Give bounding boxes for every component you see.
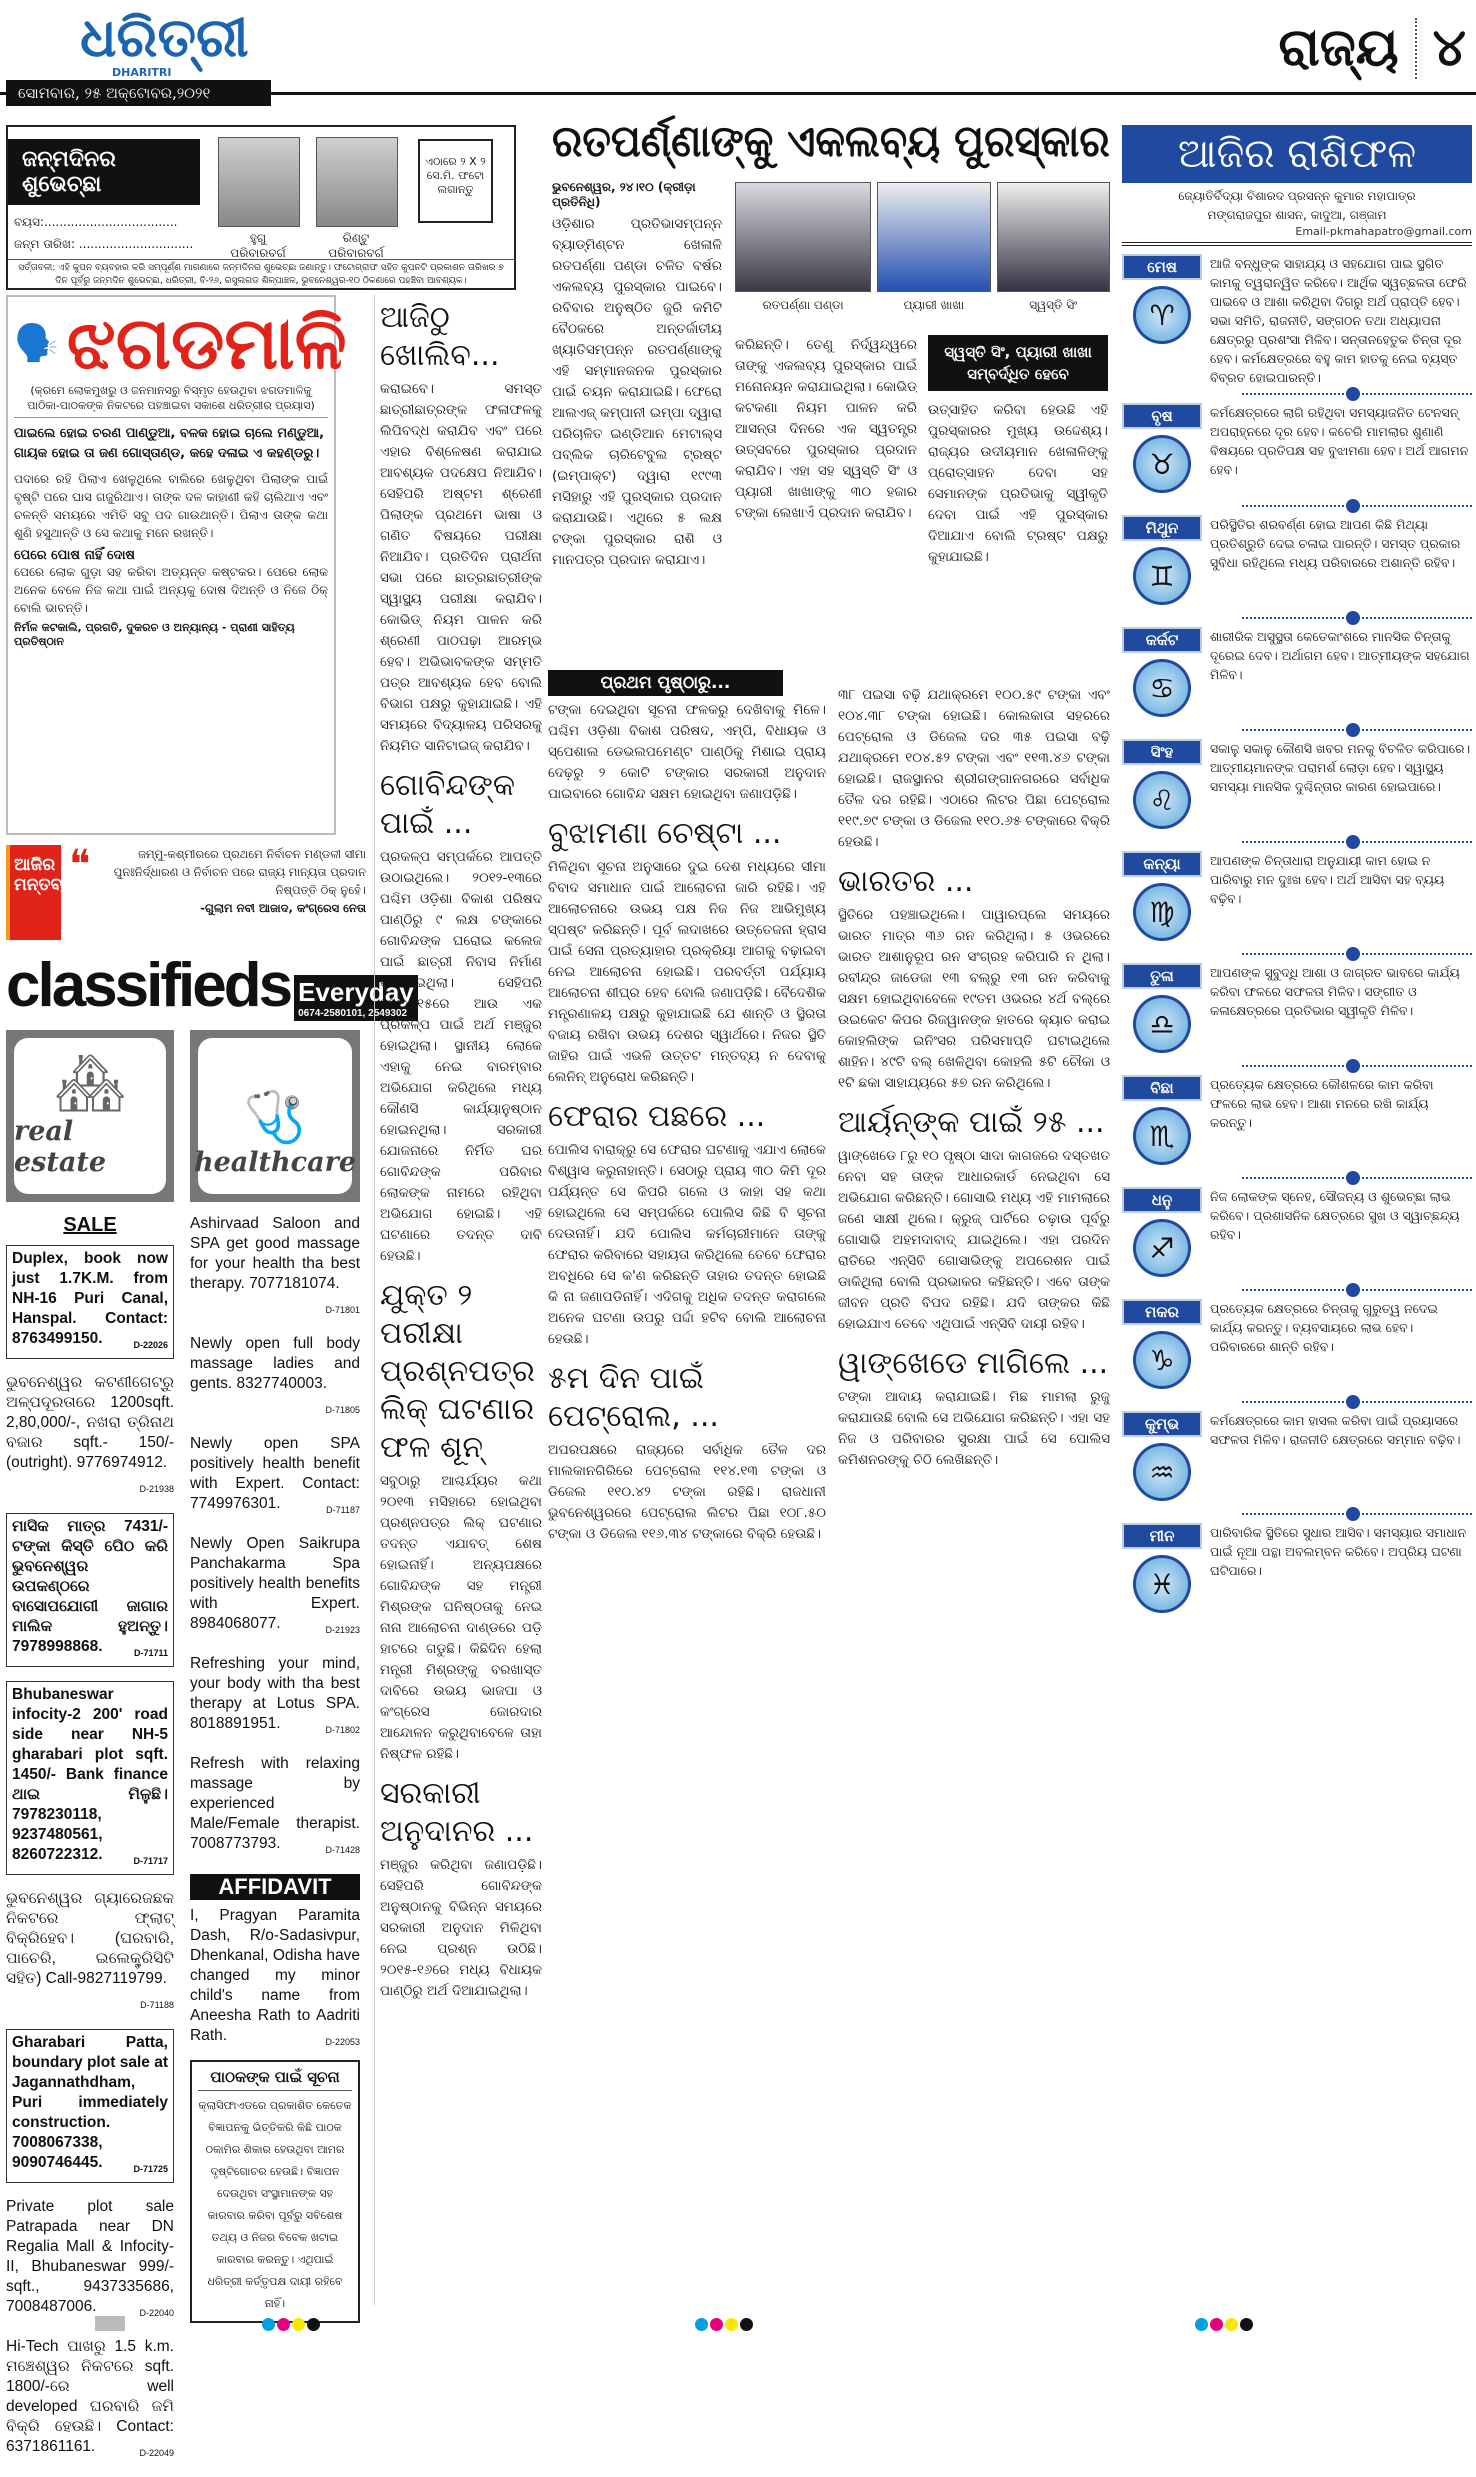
horoscope-title: ଆଜିର ରାଶିଫଳ	[1122, 125, 1472, 183]
zodiac-name: ମକର	[1122, 1299, 1202, 1325]
player-photo	[877, 182, 990, 292]
zodiac-sign	[1122, 1411, 1472, 1507]
print-registration	[0, 2312, 1476, 2339]
sale-heading: SALE	[63, 1214, 117, 1236]
zodiac-icon: ♉	[1133, 435, 1191, 493]
player-photo	[997, 182, 1110, 292]
zodiac-sign	[1122, 963, 1472, 1059]
zodiac-icon: ♐	[1133, 1219, 1191, 1277]
birthday-title: ଜନ୍ମଦିନର ଶୁଭେଚ୍ଛା	[8, 139, 200, 205]
page-section	[1278, 18, 1466, 79]
date-bar: ସୋମବାର, ୨୫ ଅକ୍ଟୋବର,୨୦୨୧	[6, 80, 271, 106]
tile-label: real estate	[14, 1116, 106, 1178]
zodiac-name: ବୃଷ	[1122, 403, 1202, 429]
photo-caption: ପ୍ୟାରୀ ଖାଖା	[903, 298, 965, 312]
classified-ad	[190, 1434, 360, 1520]
stethoscope-icon: 🩺	[243, 1088, 307, 1146]
photo-caption: ରିଣ୍ଟୁ	[342, 231, 370, 245]
section-name: ରାଜ୍ୟ	[1278, 18, 1399, 78]
color-swatch	[262, 2318, 275, 2331]
zodiac-sign	[1122, 851, 1472, 947]
reader-notice	[190, 2060, 360, 2323]
article-body: ପୋଲିସ ବାରାକ୍‌ରୁ ସେ ଫେରାର ଘଟଣାକୁ ଏଯାଏ ଲୋକେ ବିଶ୍ୱାସ କରୁନାହାନ୍ତି। ସେଠାରୁ ପ୍ରାୟ ୩୦ କିମି ଦୂର ପର୍ଯ୍ୟନ୍ତ ସେ କିପରି ଗଲେ ଓ କାହା ସହ କଥା ହୋଇଥିଲେ ସେ ସମ୍ପର୍କରେ ପୋଲିସ କିଛି ବି ସୂଚନା ଦେଉନାହିଁ। ଯଦି ପୋଲିସ କର୍ମଚାରୀମାନେ ତାଙ୍କୁ ଫେରାର କରିବାରେ ସହାୟତା କରିଥିଲେ ତେବେ ଫେରାର ଅବଧିରେ ସେ କ'ଣ କରିଛନ୍ତି ତାହାର ତଦନ୍ତ ହୋଇଛି କି ନା ଜଣାପଡିନାହିଁ। ଏଦିଗକୁ ଅଧିକ ତଦନ୍ତ କରାଗଲେ ଅନେକ ଘଟଣା ଉପରୁ ପର୍ଦ୍ଦା ହଟିବ ବୋଲି ଆଲୋଚନା ହେଉଛି।	[548, 1142, 826, 1347]
article-headline: ୱାଙ୍ଖେଡେ ମାଗିଲେ ...	[838, 1346, 1109, 1381]
color-swatch	[695, 2318, 708, 2331]
lead-sidebar: ସ୍ୱସ୍ତି ସିଂ, ପ୍ୟାରୀ ଖାଖା ସମ୍ବର୍ଦ୍ଧିତ ହେବେ	[928, 335, 1108, 391]
ad-text: Newly open SPA positively health benefit with Expert. Contact: 7749976301.	[190, 1435, 360, 1512]
ad-code: D-22040	[139, 2308, 174, 2318]
real-estate-tile	[6, 1030, 174, 1202]
classifieds-left-col	[6, 1030, 174, 2477]
tile-label: healthcare	[194, 1147, 356, 1178]
ad-text: Refresh with relaxing massage by experienced Male/Female therapist. 7008773793.	[190, 1755, 360, 1852]
ad-code: D-71805	[325, 1405, 360, 1415]
ad-code: D-22049	[139, 2448, 174, 2458]
zodiac-icon: ♌	[1133, 771, 1191, 829]
zodiac-badge	[1122, 403, 1202, 499]
zodiac-text: ସକାଳୁ ସକାଳୁ କୌଣସି ଖବର ମନକୁ ବିଚଳିତ କରିପାରେ। ଆତ୍ମୀୟମାନଙ୍କ ପରାମର୍ଶ ଲୋଡ଼ା ହେବ। ସ୍ୱାସ୍ଥ୍ୟ ସମସ୍ୟା ମାନସିକ ଦୁଶ୍ଚିନ୍ତାର କାରଣ ହୋଇପାରେ।	[1210, 741, 1471, 794]
zodiac-text: ଶାରୀରିକ ଅସୁସ୍ଥତା କେତେକାଂଶରେ ମାନସିକ ଚିନ୍ତାକୁ ଦୂରେଇ ଦେବ। ଅର୍ଥାଗମ ହେବ। ଆତ୍ମୀୟଙ୍କ ସହଯୋଗ ମିଳିବ।	[1210, 629, 1470, 682]
dob-field[interactable]: ଜନ୍ମ ତାରିଖ: ..............................	[14, 237, 194, 251]
section-label: ପ୍ରଥମ ପୃଷ୍ଠାରୁ...	[548, 670, 783, 696]
quote-author: -ଗୁଲାମ ନବୀ ଆଜାଦ, କଂଗ୍ରେସ ନେତା	[200, 901, 366, 915]
zodiac-text: କର୍ମକ୍ଷେତ୍ରରେ କାମ ହାସଲ କରିବା ପାଇଁ ପ୍ରୟାସରେ ସଫଳତା ମିଳିବ। ରାଜନୀତି କ୍ଷେତ୍ରରେ ସମ୍ମାନ ବଢ଼ିବ।	[1210, 1413, 1461, 1447]
article-body: ଅପରପକ୍ଷରେ ରାଜ୍ୟରେ ସର୍ବାଧିକ ତୈଳ ଦର ମାଲକାନଗିରିରେ ପେଟ୍ରୋଲ ୧୧୪.୧୩ ଟଙ୍କା ଓ ଡିଜେଲ ୧୧୦.୪୨ ଟଙ୍କା ରହିଛି। ରାଜଧାନୀ ଭୁବନେଶ୍ୱରରେ ପେଟ୍ରୋଲ ଲିଟର ପିଛା ୧୦୮.୫୦ ଟଙ୍କା ଓ ଡିଜେଲ ୧୧୬.୩୪ ଟଙ୍କାରେ ବିକ୍ରି ହେଉଛି।	[548, 1442, 826, 1542]
divider	[1415, 18, 1417, 79]
classified-ad	[190, 1754, 360, 1860]
age-field[interactable]: ବୟସ:...................................	[14, 215, 178, 229]
ad-text: Hi-Tech ପାଖରୁ 1.5 k.m. ମଞ୍ଚେଶ୍ୱର ନିକଟରେ sqft. 1800/-ରେ well developed ଘରବାରି ଜମି ବିକ୍ରି ହେଉଛି। Contact: 6371861161.	[6, 2338, 174, 2455]
zodiac-text: ଆପଣଙ୍କ ସୁବୁଦ୍ଧି ଆଶା ଓ ଜାଗ୍ରତ ଭାବରେ କାର୍ଯ୍ୟ କରିବା ଫଳରେ ସଫଳତା ମିଳିବ। ସଙ୍ଗୀତ ଓ କଳାକ୍ଷେତ୍ରରେ ପ୍ରତିଭାର ସ୍ୱୀକୃତି ମିଳିବ।	[1210, 965, 1460, 1018]
ad-code: D-71711	[133, 1648, 168, 1658]
separator	[1242, 393, 1472, 395]
article-headline: ୫ମ ଦିନ ପାଇଁ ପେଟ୍ରୋଲ, ...	[548, 1361, 719, 1434]
gray-swatch	[95, 2316, 125, 2331]
ad-text: Newly Open Saikrupa Panchakarma Spa positively health benefits with Expert. 8984068077.	[190, 1535, 360, 1632]
zodiac-badge	[1122, 254, 1202, 387]
article-headline: ଫେରାର ପଛରେ ...	[548, 1099, 766, 1134]
quote-of-day	[6, 842, 366, 940]
ad-text: ଭୁବନେଶ୍ୱର କଟଣୀଗେଟ୍‌ରୁ ଅଳ୍ପଦୂରତାରେ 1200sqft. 2,80,000/-, ନଖରା ତ୍ରିନାଥ ବଜାର sqft.- 150/- (outright). 9776974912.	[6, 1374, 174, 1471]
ad-code: D-21938	[139, 1484, 174, 1494]
lead-col-1	[552, 180, 722, 694]
zodiac-text: ଆଜି ବନ୍ଧୁଙ୍କ ସାହାଯ୍ୟ ଓ ସହଯୋଗ ପାଇ ସ୍ଥଗିତ କାମକୁ ତ୍ୱରାନ୍ୱିତ କରିବେ। ଆର୍ଥିକ ସ୍ୱଚ୍ଛଳତା ଫେରି ପାଇବେ ଓ ଆଶା କରିଥିବା ଦିଗରୁ ଅର୍ଥ ପ୍ରାପ୍ତି ହେବ। ସଭା ସମିତି, ରାଜନୀତି, ସଙ୍ଗଠନ ତଥା ଅଧ୍ୟାପନା କ୍ଷେତ୍ରରୁ ପ୍ରଶଂସା ମିଳିବ। ସନ୍ତାନହେତୁକ ଚିନ୍ତା ଦୂର ହେବ। କର୍ମକ୍ଷେତ୍ରରେ ବହୁ କାମ ହାତକୁ ନେଇ ବ୍ୟସ୍ତ ବିବ୍ରତ ହୋଇପାରନ୍ତି।	[1210, 256, 1467, 385]
zodiac-name: କୁମ୍ଭ	[1122, 1411, 1202, 1437]
article-headline: ଯୁକ୍ତ ୨ ପରୀକ୍ଷା ପ୍ରଶ୍ନପତ୍ର ଲିକ୍ ଘଟଣାର ଫଳ ଶୂନ୍	[380, 1278, 535, 1465]
zodiac-badge	[1122, 1075, 1202, 1171]
article-body: ମଞ୍ଜୁର କରିଥିବା ଜଣାପଡ଼ିଛି। ସେହିପରି ଗୋବିନ୍ଦଙ୍କ ଅନୁଷ୍ଠାନକୁ ବିଭିନ୍ନ ସମୟରେ ସରକାରୀ ଅନୁଦାନ ମିଳିଥିବା ନେଇ ପ୍ରଶ୍ନ ଉଠିଛି। ୨୦୧୫-୧୬ରେ ମଧ୍ୟ ବିଧାୟକ ପାଣ୍ଠିରୁ ଅର୍ଥ ଦିଆଯାଇଥିଲା।	[380, 1857, 542, 1999]
astrologer-email: Email-pkmahapatro@gmail.com	[1295, 225, 1472, 238]
ad-code: D-22053	[325, 2037, 360, 2047]
notice-title: ପାଠକଙ୍କ ପାଇଁ ସୂଚନା	[198, 2068, 352, 2091]
dateline: ଭୁବନେଶ୍ୱର, ୨୪।୧୦ (କ୍ରୀଡ଼ା ପ୍ରତିନିଧି)	[552, 180, 696, 209]
classified-ad	[6, 2337, 174, 2463]
ad-code: D-22026	[133, 1340, 168, 1350]
child-photo	[316, 137, 398, 227]
article-headline: ସରକାରୀ ଅନୁଦାନର ...	[380, 1776, 534, 1849]
color-swatch	[725, 2318, 738, 2331]
verse: ପାଇଲେ ହୋଇ ଚରଣ ପାଣ୍ଡୁଆ, ବଳକ ହୋଇ ଚାଲେ ମଣ୍ଡୁଆ, ଗାୟକ ହୋଇ ତା ଜଣ ଗୋସ୍ତାଣ୍ଡ, କହେ ଦଳାଇ ଏ କହଣ୍ଡରୁ।	[14, 426, 325, 461]
article-body: ୱାଙ୍ଖେଡେ ୮ରୁ ୧୦ ପୃଷ୍ଠା ସାଦା କାଗଜରେ ଦସ୍ତଖତ ନେବା ସହ ତାଙ୍କ ଆଧାରକାର୍ଡ ନେଇଥିବା ସେ ଅଭିଯୋଗ କରିଛନ୍ତି। ଗୋସାଭି ମଧ୍ୟ ଏହି ମାମଲାରେ ଜଣେ ସାକ୍ଷୀ ଥିଲେ। କ୍ରୁଜ୍ ପାର୍ଟିରେ ଚଢ଼ାଉ ପୂର୍ବରୁ ଗୋସାଭି ଅହମଦାବାଦ୍ ଯାଇଥିଲେ। ଏହା ପରଦିନ ରାତିରେ ଏନ୍‌ସିବି ଗୋସାଭିଙ୍କୁ ଅପରେଶନ ପାଇଁ ଡାକିଥିଲା ବୋଲି ପ୍ରଭାକର କହିଛନ୍ତି। ଏବେ ତାଙ୍କ ଜୀବନ ପ୍ରତି ବିପଦ ରହିଛି। ଯଦି ତାଙ୍କର କିଛି ହୋଇଯାଏ ତେବେ ଏଥିପାଇଁ ଏନ୍‌ସିବି ଦାୟୀ ରହିବ।	[838, 1148, 1110, 1332]
zodiac-sign	[1122, 1523, 1472, 1619]
classified-ad	[6, 1681, 174, 1875]
ad-text: Ashirvaad Saloon and SPA get good massage for your health tha best therapy. 7077181074.	[190, 1215, 360, 1292]
sub-body: ପେରେ ଲୋକ ଗୁଡ଼ା ସହ କରିବା ଅତ୍ୟନ୍ତ କଷ୍ଟକର। ପେରେ ଲୋକ ଅନେକ ବେଳେ ନିଜ କଥା ପାଇଁ ଅନ୍ୟକୁ ଦୋଷ ଦିଅନ୍ତି ଓ ନିଜେ ଠିକ୍ ବୋଲି ଭାବନ୍ତି।	[14, 565, 328, 615]
photo-caption: ରତପର୍ଣ୍ଣା ପଣ୍ଡା	[762, 298, 844, 312]
photo-caption-by: ପରିବାରବର୍ଗ	[328, 246, 384, 260]
healthcare-tile	[190, 1030, 360, 1202]
classified-ad	[6, 1513, 174, 1667]
lead-photos	[735, 182, 1110, 313]
zodiac-icon: ♋	[1133, 659, 1191, 717]
zodiac-sign	[1122, 739, 1472, 835]
color-swatch	[1210, 2318, 1223, 2331]
ad-code: D-71188	[140, 2000, 174, 2010]
classified-ad	[6, 2029, 174, 2183]
lead-headline: ରତପର୍ଣ୍ଣାଙ୍କୁ ଏକଲବ୍ୟ ପୁରସ୍କାର	[552, 116, 1110, 167]
ad-text: I, Pragyan Paramita Dash, R/o-Sadasivpur, Dhenkanal, Odisha have changed my minor child's name from Aneesha Rath to Aadriti Rath.	[190, 1907, 360, 2044]
color-swatch	[1240, 2318, 1253, 2331]
zodiac-name: ବିଛା	[1122, 1075, 1202, 1101]
zodiac-icon: ♏	[1133, 1107, 1191, 1165]
ad-text: Duplex, book now just 1.7K.M. from NH-16 Puri Canal, Hanspal. Contact: 8763499150.	[12, 1250, 168, 1347]
quote-label: ଆଜିର ମନ୍ତବ୍ୟ	[6, 845, 61, 940]
article-body: ଟଙ୍କା ଆଦାୟ କରାଯାଇଛି। ମିଛ ମାମଲା ରୁଜୁ କରାଯାଉଛି ବୋଲି ସେ ଅଭିଯୋଗ କରିଛନ୍ତି। ଏହା ସହ ନିଜ ଓ ପରିବାରର ସୁରକ୍ଷା ପାଇଁ ସେ ପୋଲିସ କମିଶନରଙ୍କୁ ଚିଠି ଲେଖିଛନ୍ତି।	[838, 1389, 1110, 1468]
classified-ad	[190, 1334, 360, 1420]
photo-caption: ହୁଗୁ	[249, 231, 267, 245]
zodiac-text: ପ୍ରତ୍ୟେକ କ୍ଷେତ୍ରରେ କୌଶଳରେ କାମ କରିବା ଫଳରେ ଲାଭ ହେବ। ଆଶା ମନରେ ରଖି କାର୍ଯ୍ୟ କରନ୍ତୁ।	[1210, 1077, 1434, 1130]
zodiac-sign	[1122, 515, 1472, 611]
ad-text: ମାସିକ ମାତ୍ର 7431/- ଟଙ୍କା କିସ୍ତି ପେିଠ କରି ଭୁବନେଶ୍ୱର ଉପକଣ୍ଠରେ ବାସୋପଯୋଗୀ ଜାଗାର ମାଲିକ ହୁଅନ୍ତୁ। 7978998868.	[12, 1518, 168, 1655]
house-icon: 🏘	[54, 1051, 126, 1116]
ad-code: D-71428	[325, 1845, 360, 1855]
ad-code: D-71717	[133, 1856, 168, 1866]
article-body: ମିଳିଥିବା ସୂଚନା ଅନୁସାରେ ଦୁଇ ଦେଶ ମଧ୍ୟରେ ସୀମା ବିବାଦ ସମାଧାନ ପାଇଁ ଆଲୋଚନା ଜାରି ରହିଛି। ଏହି ଆଲୋଚନାରେ ଉଭୟ ପକ୍ଷ ନିଜ ନିଜ ଆଭିମୁଖ୍ୟ ସ୍ପଷ୍ଟ କରିଛନ୍ତି। ପୂର୍ବ ଲଦାଖରେ ଉତ୍ତେଜନା ହ୍ରାସ ପାଇଁ ସେନା ପ୍ରତ୍ୟାହାର ପ୍ରକ୍ରିୟା ଆଗକୁ ବଢ଼ାଇବା ନେଇ ଆଲୋଚନା ହୋଇଛି। ପରବର୍ତ୍ତୀ ପର୍ଯ୍ୟାୟ ଆଲୋଚନା ଶୀଘ୍ର ହେବ ବୋଲି ଜଣାପଡ଼ିଛି। ବୈଦେଶିକ ମନ୍ତ୍ରଣାଳୟ ପକ୍ଷରୁ କୁହାଯାଇଛି ଯେ ଶାନ୍ତି ଓ ସ୍ଥିରତା ବଜାୟ ରଖିବା ଉଭୟ ଦେଶର ସ୍ୱାର୍ଥରେ। ନିଜର ସ୍ଥିତି ଜାହିର ପାଇଁ ଏଭଳି ଉତ୍ତଟ ମନ୍ତବ୍ୟ ନ ଦେବାକୁ ଲେନିନ୍ ଅନୁରୋଧ କରିଛନ୍ତି।	[548, 859, 826, 1085]
zodiac-name: ସିଂହ	[1122, 739, 1202, 765]
cartoon-icon: 🗣️	[14, 323, 59, 364]
birthday-form	[14, 189, 193, 255]
zodiac-sign	[1122, 1075, 1472, 1171]
article-headline: ଭାରତର ...	[838, 864, 974, 899]
separator	[1242, 617, 1472, 619]
zodiac-text: ନିଜ ଲୋକଙ୍କ ସ୍ନେହ, ସୌଜନ୍ୟ ଓ ଶୁଭେଚ୍ଛା ଲାଭ କରିବେ। ପ୍ରଶାସନିକ କ୍ଷେତ୍ରରେ ସୁଖ ଓ ସ୍ୱାଚ୍ଛନ୍ଦ୍ୟ ରହିବ।	[1210, 1189, 1460, 1242]
article-headline: ବୁଝାମଣା ଚେଷ୍ଟା ...	[548, 816, 782, 851]
color-swatch	[307, 2318, 320, 2331]
credit: ନିର୍ମଳ କଟକାଲି, ପ୍ରଗତି, ଦୁକରଚ ଓ ଅନ୍ୟାନ୍ୟ - ପ୍ରାଣୀ ସାହିତ୍ୟ ପ୍ରତିଷ୍ଠାନ	[14, 621, 295, 648]
jhagadamali-body: ପଦାରେ ରହି ପିଲାଏ ଖେଳୁଥିଲେ ବାଲିରେ ଖେଳୁଥିବା ପିଲାଙ୍କ ପାଇଁ ବୃଷ୍ଟି ପରେ ଘାସ ଗଜୁରିଥାଏ। ତାଙ୍କ ଦଳ କାହାଣୀ କହି ଚାଲିଥାଏ ଏବଂ ଚଳନ୍ତି ସମୟରେ ଏମିତି ସବୁ ପଦ ଗାଉଥାନ୍ତି। ପିଲାଏ ତାଙ୍କ କଥା ଶୁଣି ହସୁଥାନ୍ତି ଓ ସେ କଥାକୁ ମନେ ରଖନ୍ତି।	[14, 472, 328, 540]
zodiac-name: ମୀନ	[1122, 1523, 1202, 1549]
article-headline: ଆର୍ୟନ୍‌ଙ୍କ ପାଇଁ ୨୫ ...	[838, 1105, 1105, 1140]
zodiac-text: ପାରିବାରିକ ସ୍ଥିତିରେ ସୁଧାର ଆସିବ। ସମସ୍ୟାର ସମାଧାନ ପାଇଁ ନୂଆ ପନ୍ଥା ଅବଲମ୍ବନ କରିବେ। ଅପ୍ରିୟ ଘଟଣା ଘଟିପାରେ।	[1210, 1525, 1467, 1578]
photo-slot: ଏଠାରେ ୨ X ୨ ସେ.ମି. ଫଟୋ ଲଗାନ୍ତୁ	[418, 139, 493, 223]
separator	[1242, 841, 1472, 843]
logo-text: ଧରିତ୍ରୀ	[80, 6, 249, 69]
classified-ad	[190, 1214, 360, 1320]
ad-text: Newly open full body massage ladies and gents. 8327740003.	[190, 1335, 360, 1392]
ad-code: D-71801	[325, 1305, 360, 1315]
child-photo	[218, 137, 300, 227]
zodiac-sign	[1122, 627, 1472, 723]
lead-body: ଉତ୍ସାହିତ କରିବା ହେଉଛି ଏହି ପୁରସ୍କାରର ମୁଖ୍ୟ ଉଦ୍ଦେଶ୍ୟ। ରାଜ୍ୟର ଉଦୀୟମାନ ଖେଳାଳିଙ୍କୁ ପ୍ରୋତ୍ସାହନ ଦେବା ସହ ସେମାନଙ୍କ ପ୍ରତିଭାକୁ ସ୍ୱୀକୃତି ଦେବା ପାଇଁ ଏହି ପୁରସ୍କାର ଦିଆଯାଏ ବୋଲି ଟ୍ରଷ୍ଟ ପକ୍ଷରୁ କୁହାଯାଇଛି।	[928, 402, 1108, 565]
photo-caption: ସ୍ୱସ୍ତି ସିଂ	[1029, 298, 1078, 312]
zodiac-icon: ♍	[1133, 883, 1191, 941]
ad-code: D-71725	[133, 2164, 168, 2174]
article-body: କରାଇବେ। ସମସ୍ତ ଛାତ୍ରୀଛାତ୍ରଙ୍କ ଫଳାଫଳକୁ ଲିପିବଦ୍ଧ କରାଯିବ ଏବଂ ପରେ ଏହାର ବିଶ୍ଳେଷଣ କରାଯାଇ ଆବଶ୍ୟକ ପଦକ୍ଷେପ ନିଆଯିବ। ସେହିପରି ଅଷ୍ଟମ ଶ୍ରେଣୀ ପିଲାଙ୍କ ପ୍ରଥମେ ଭାଷା ଓ ଗଣିତ ବିଷୟରେ ପରୀକ୍ଷା ନିଆଯିବ। ପ୍ରତିଦିନ ପ୍ରାର୍ଥନା ସଭା ପରେ ଛାତ୍ରଛାତ୍ରୀଙ୍କ ସ୍ୱାସ୍ଥ୍ୟ ପରୀକ୍ଷା କରାଯିବ। କୋଭିଡ୍ ନିୟମ ପାଳନ କରି ଶ୍ରେଣୀ ପାଠପଢ଼ା ଆରମ୍ଭ ହେବ। ଅଭିଭାବକଙ୍କ ସମ୍ମତି ପତ୍ର ଆବଶ୍ୟକ ହେବ ବୋଲି ବିଭାଗ ପକ୍ଷରୁ କୁହାଯାଇଛି। ଏହି ସମୟରେ ବିଦ୍ୟାଳୟ ପରିସରକୁ ନିୟମିତ ସାନିଟାଇଜ୍ କରାଯିବ।	[380, 381, 542, 754]
zodiac-name: ତୁଳା	[1122, 963, 1202, 989]
zodiac-icon: ♎	[1133, 995, 1191, 1053]
page-number: ୪	[1432, 18, 1466, 78]
zodiac-badge	[1122, 1411, 1202, 1507]
zodiac-icon: ♑	[1133, 1331, 1191, 1389]
ad-text: ଭୁବନେଶ୍ୱର ଗ୍ୟାରେଜଛକ ନିକଟରେ ଫ୍ଲାଟ୍ ବିକ୍ରିହେବ। (ଘରବାରି, ପାଚେରି, ଇଲେକ୍ଟ୍ରିସିଟି ସହିତ) Call-9827119799.	[6, 1890, 174, 1987]
article-headline: ଆଜିଠୁ ଖୋଲିବ...	[380, 300, 500, 373]
affidavit-heading: AFFIDAVIT	[190, 1874, 360, 1900]
zodiac-sign	[1122, 1299, 1472, 1395]
zodiac-name: କର୍କଟ	[1122, 627, 1202, 653]
sub-head: ପେରେ ପୋଷ ନାହିଁ ଦୋଷ	[14, 548, 136, 563]
article-body: ଟଙ୍କା ଦେଇଥିବା ସୂଚନା ଫଳକରୁ ଦେଖିବାକୁ ମିଳେ। ପଶ୍ଚିମ ଓଡ଼ିଶା ବିକାଶ ପରିଷଦ, ଏମ୍‌ପି, ବିଧାୟକ ଓ ସ୍ପେଶାଲ ଡେଭଲପମେଣ୍ଟ ପାଣ୍ଠିକୁ ମିଶାଇ ପ୍ରାୟ ଦେଢ଼ରୁ ୨ କୋଟି ଟଙ୍କାର ସରକାରୀ ଅନୁଦାନ ପାଇବାରେ ଗୋବିନ୍ଦ ସକ୍ଷମ ହୋଇଥିବା ଜଣାପଡ଼ିଛି।	[548, 702, 826, 802]
zodiac-badge	[1122, 515, 1202, 611]
classifieds-phone: 0674-2580101, 2549302	[298, 1008, 408, 1019]
astrologer-place: ମଙ୍ଗରାଜପୁର ଶାସନ, କାଦୁଆ, ଗଞ୍ଜାମ	[1207, 208, 1387, 222]
ad-text: Refreshing your mind, your body with tha best therapy at Lotus SPA. 8018891951.	[190, 1655, 360, 1732]
ad-code: D-71187	[326, 1505, 360, 1515]
zodiac-name: କନ୍ୟା	[1122, 851, 1202, 877]
classified-ad	[6, 1245, 174, 1359]
separator	[1242, 1401, 1472, 1403]
zodiac-badge	[1122, 963, 1202, 1059]
center-left-col	[548, 700, 826, 2305]
zodiac-icon: ♓	[1133, 1555, 1191, 1613]
center-right-col	[838, 685, 1110, 2305]
photo-caption-by: ପରିବାରବର୍ଗ	[230, 246, 286, 260]
zodiac-badge	[1122, 627, 1202, 723]
zodiac-sign	[1122, 1187, 1472, 1283]
zodiac-text: ପରିସ୍ଥିତିର ଶରବର୍ଣ୍ଣ ହୋଇ ଆପଣ କିଛି ମିଥ୍ୟା ପ୍ରତିଶ୍ରୁତି ଦେଇ ଚଳାଇ ପାରନ୍ତି। ସମସ୍ତ ପ୍ରକାର ସୁବିଧା ରହିଥିଲେ ମଧ୍ୟ ପରିବାରରେ ଅଶାନ୍ତି ରହିବ।	[1210, 517, 1461, 570]
lead-body: ଓଡ଼ିଶାର ପ୍ରତିଭାସମ୍ପନ୍ନ ବ୍ୟାଡ୍‌ମିଣ୍ଟନ ଖେଳାଳି ରତପର୍ଣ୍ଣା ପଣ୍ଡା ଚଳିତ ବର୍ଷର ଏକଲବ୍ୟ ପୁରସ୍କାର ପାଇବେ। ରବିବାର ଅନୁଷ୍ଠିତ ଜୁରି କମିଟି ବୈଠକରେ ଅନ୍ତର୍ଜାତୀୟ ଖ୍ୟାତିସମ୍ପନ୍ନ ରତପର୍ଣ୍ଣାଙ୍କୁ ଏହି ସମ୍ମାନଜନକ ପୁରସ୍କାର ପାଇଁ ଚୟନ କରାଯାଇଛି। ଫେରୋ ଆଲଏଜ୍ କମ୍ପାନୀ ଇମ୍ପା ଦ୍ୱାରା ପରିଚାଳିତ ଇଣ୍ଡିଆନ ମେଟାଲ୍ସ ପବ୍ଲିକ ଚାରିଟେବୁଲ ଟ୍ରଷ୍ଟ (ଇମ୍ପାକ୍ଟ) ଦ୍ୱାରା ୧୯୯୩ ମସିହାରୁ ଏହି ପୁରସ୍କାର ପ୍ରଦାନ କରାଯାଉଛି। ଏଥିରେ ୫ ଲକ୍ଷ ଟଙ୍କା ପୁରସ୍କାର ରାଶି ଓ ମାନପତ୍ର ପ୍ରଦାନ କରାଯାଏ।	[552, 216, 722, 568]
classified-ad	[6, 1373, 174, 1499]
birthday-terms: ସର୍ତ୍ତାବଳୀ: ଏହି କୁପନ ବ୍ୟବହାର କରି ସମ୍ପୂର୍ଣ୍ଣ ମାଗଣାରେ ଜନ୍ମଦିନର ଶୁଭେଚ୍ଛା ଜଣାନ୍ତୁ। ଫଟୋଗ୍ରାଫ ସହିତ କୁପନଟି ପ୍ରକାଶନ ତାରିଖର ୭ ଦିନ ପୂର୍ବରୁ ଜନ୍ମଦିନ ଶୁଭେଚ୍ଛା, ଧରିତ୍ରୀ, ବି-୨୬, ରସୁଲଗଡ ଶିଳ୍ପାଞ୍ଚଳ, ଭୁବନେଶ୍ୱର-୧୦ ଠିକଣାରେ ପହଞ୍ଚିବା ଆବଶ୍ୟକ।	[8, 259, 514, 290]
classified-ad	[6, 2197, 174, 2323]
zodiac-badge	[1122, 851, 1202, 947]
classified-ad	[190, 1654, 360, 1740]
jhagadamali-subtitle: (କ୍ରମେ ଲୋକମୁଖରୁ ଓ ଜନମାନସରୁ ବିସ୍ମୃତ ହେଉଥିବା ଝଗଡମାଳିକୁ ପାଠିକା-ପାଠକଙ୍କ ନିକଟରେ ପହଞ୍ଚାଇବା ସକାଶେ ଧରିତ୍ରୀର ପ୍ରୟାସ)	[14, 383, 328, 418]
color-swatch	[292, 2318, 305, 2331]
classified-ad	[190, 1534, 360, 1640]
zodiac-icon: ♈	[1133, 286, 1191, 344]
separator	[1242, 729, 1472, 731]
zodiac-badge	[1122, 1299, 1202, 1395]
quote-icon: ❝	[69, 842, 91, 888]
color-swatch	[740, 2318, 753, 2331]
zodiac-text: ଆପଣଙ୍କ ଚିନ୍ତାଧାରା ଅନୁଯାୟୀ କାମ ହୋଇ ନ ପାରିବାରୁ ମନ ଦୁଃଖ ହେବ। ଅର୍ଥ ଆସିବା ସହ ବ୍ୟୟ ବଢ଼ିବ।	[1210, 853, 1445, 906]
horoscope	[1122, 125, 1472, 2305]
separator	[1242, 1289, 1472, 1291]
separator	[1242, 505, 1472, 507]
zodiac-badge	[1122, 739, 1202, 835]
logo-en: DHARITRI	[112, 66, 172, 79]
color-swatch	[277, 2318, 290, 2331]
article-body: ୩୮ ପଇସା ବଢ଼ି ଯଥାକ୍ରମେ ୧୦୦.୫୯ ଟଙ୍କା ଏବଂ ୧୦୪.୩୮ ଟଙ୍କା ହୋଇଛି। କୋଲକାତା ସହରରେ ପେଟ୍ରୋଲ ଓ ଡିଜେଲ ଦର ୩୫ ପଇସା ବଢ଼ି ଯଥାକ୍ରମେ ୧୦୪.୫୨ ଟଙ୍କା ଏବଂ ୧୧୩.୪୬ ଟଙ୍କା ହୋଇଛି। ରାଜସ୍ଥାନର ଶ୍ରୀଗଙ୍ଗାନଗରରେ ସର୍ବାଧିକ ତୈଳ ଦର ରହିଛି। ଏଠାରେ ଲିଟର ପିଛା ପେଟ୍ରୋଲ ୧୧୯.୭୯ ଟଙ୍କା ଓ ଡିଜେଲ ୧୧୦.୬୫ ଟଙ୍କାରେ ବିକ୍ରି ହେଉଛି।	[838, 687, 1110, 850]
masthead-logo	[80, 8, 249, 78]
classified-ad	[6, 1889, 174, 2015]
article-body: ପ୍ରକଳ୍ପ ସମ୍ପର୍କରେ ଆପତ୍ତି ଉଠାଇଥିଲେ। ୨୦୧୨-୧୩ରେ ପଶ୍ଚିମ ଓଡ଼ିଶା ବିକାଶ ପରିଷଦ ପାଣ୍ଠିରୁ ୯ ଲକ୍ଷ ଟଙ୍କାରେ ଗୋବିନ୍ଦଙ୍କ ଘରୋଇ କଲେଜ ପାଇଁ ଛାତ୍ରୀ ନିବାସ ନିର୍ମାଣ କରାଯାଇଥିଲା। ସେହିପରି ୨୦୧୪-୧୫ରେ ଆଉ ଏକ ପ୍ରକଳ୍ପ ପାଇଁ ଅର୍ଥ ମଞ୍ଜୁର ହୋଇଥିଲା। ସ୍ଥାନୀୟ ଲୋକେ ଏହାକୁ ନେଇ ବାରମ୍ବାର ଅଭିଯୋଗ କରିଥିଲେ ମଧ୍ୟ କୌଣସି କାର୍ଯ୍ୟାନୁଷ୍ଠାନ ହୋଇନଥିଲା। ସରକାରୀ ଯୋଜନାରେ ନିର୍ମିତ ଘର ଗୋବିନ୍ଦଙ୍କ ପରିବାର ଲୋକଙ୍କ ନାମରେ ରହିଥିବା ଅଭିଯୋଗ ହୋଇଛି। ଏହି ଘଟଣାରେ ତଦନ୍ତ ଦାବି ହେଉଛି।	[380, 849, 542, 1264]
zodiac-text: କର୍ମକ୍ଷେତ୍ରରେ ଲାଗି ରହିଥିବା ସମସ୍ୟାଜନିତ ଟେନସନ୍ ଅପରାହ୍ନରେ ଦୂର ହେବ। କଚେରି ମାମଲାର ଶୁଣାଣି ବିଷୟରେ ପ୍ରତିପକ୍ଷ ସହ ବୁଝାମଣା ହେବ। ଅର୍ଥ ଆଗମନ ହେବ।	[1210, 405, 1469, 477]
ad-text: Private plot sale Patrapada near DN Regalia Mall & Infocity-II, Bhubaneswar 999/- sqft., 9437335686, 7008487006.	[6, 2198, 174, 2315]
zodiac-name: ମିଥୁନ	[1122, 515, 1202, 541]
color-swatch	[1225, 2318, 1238, 2331]
article-headline: ଗୋବିନ୍ଦଙ୍କ ପାଇଁ ...	[380, 768, 515, 841]
color-swatch	[710, 2318, 723, 2331]
ad-code: D-21923	[325, 1625, 360, 1635]
zodiac-sign	[1122, 254, 1472, 387]
article-body: ସ୍ଥିତିରେ ପହଞ୍ଚାଇଥିଲେ। ପାୱାରପ୍ଲେ ସମୟରେ ଭାରତ ମାତ୍ର ୩୬ ରନ କରିଥିଲା। ୫ ଓଭରରେ ଭାରତ ଆଶାନୁରୂପ ରନ ସଂଗ୍ରହ କରିପାରି ନ ଥିଲା। ରବୀନ୍ଦ୍ର ଜାଡେଜା ୧୩ ବଲ୍‌ରୁ ୧୩ ରନ କରିବାକୁ ସକ୍ଷମ ହୋଇଥିବାବେଳେ ୧୯ତମ ଓଭରର ୪ର୍ଥ ବଲ୍‌ରେ ଉଇକେଟ କିପର ରିଜୱାନଙ୍କ ହାତରେ କ୍ୟାଚ କରାଇ କୋହଲିଙ୍କ ଇନିଂସର ପରିସମାପ୍ତି ଘଟାଇଥିଲେ ଶାହିନ। ୪୯ଟି ବଲ୍ ଖେଳିଥିବା କୋହଲି ୫ଟି ଚୌକା ଓ ୧ଟି ଛକା ସାହାଯ୍ୟରେ ୫୭ ରନ କରିଥିଲେ।	[838, 907, 1110, 1091]
separator	[1242, 1065, 1472, 1067]
article-body: ସବୁଠାରୁ ଆଶ୍ଚର୍ଯ୍ୟର କଥା ୨୦୧୩ ମସିହାରେ ହୋଇଥିବା ପ୍ରଶ୍ନପତ୍ର ଲିକ୍ ଘଟଣାର ତଦନ୍ତ ଏଯାବତ୍ ଶେଷ ହୋଇନାହିଁ। ଅନ୍ୟପକ୍ଷରେ ଗୋବିନ୍ଦଙ୍କ ସହ ମନ୍ତ୍ରୀ ମିଶ୍ରଙ୍କ ଘନିଷ୍ଠତାକୁ ନେଇ ନାନା ଆଲୋଚନା ଦାଣ୍ଡରେ ପଡ଼ି ହାଟରେ ଗଡୁଛି। କିଛିଦିନ ହେଲା ମନ୍ତ୍ରୀ ମିଶ୍ରଙ୍କୁ ବରଖାସ୍ତ ଦାବିରେ ଉଭୟ ଭାଜପା ଓ କଂଗ୍ରେସ ଜୋରଦାର ଆନ୍ଦୋଳନ କରୁଥିବାବେଳେ ତାହା ନିଷ୍ଫଳ ରହିଛି।	[380, 1473, 542, 1762]
astrologer-name: ଜ୍ୟୋତିର୍ବିଦ୍ୟା ବିଶାରଦ ପ୍ରସନ୍ନ କୁମାର ମହାପାତ୍ର	[1178, 189, 1416, 203]
classifieds-badge: Everyday	[298, 977, 414, 1007]
zodiac-badge	[1122, 1523, 1202, 1619]
ad-code: D-71802	[325, 1725, 360, 1735]
zodiac-name: ମେଷ	[1122, 254, 1202, 280]
jhagadamali-title: ଝଗଡମାଳି	[66, 301, 347, 385]
birthday-coupon	[6, 125, 516, 290]
ad-text: Gharabari Patta, boundary plot sale at Jagannathdham, Puri immediately construction. 7008067338, 9090746445.	[12, 2034, 168, 2171]
zodiac-icon: ♒	[1133, 1443, 1191, 1501]
color-swatch	[1195, 2318, 1208, 2331]
separator	[1242, 1177, 1472, 1179]
lead-body: କରିଛନ୍ତି। ତେଣୁ ନିର୍ଦ୍ୱନ୍ଦ୍ୱରେ ତାଙ୍କୁ ଏକଲବ୍ୟ ପୁରସ୍କାର ପାଇଁ ମନୋନୟନ କରାଯାଇଥିଲା। କୋଭିଡ୍ କଟକଣା ନିୟମ ପାଳନ କରି ଆସନ୍ତା ଦିନରେ ଏକ ସ୍ୱତନ୍ତ୍ର ଉତ୍ସବରେ ପୁରସ୍କାର ପ୍ରଦାନ କରାଯିବ। ଏହା ସହ ସ୍ୱସ୍ତି ସିଂ ଓ ପ୍ୟାରୀ ଖାଖାଙ୍କୁ ୩୦ ହଜାର ଟଙ୍କା ଲେଖାଏଁ ପ୍ରଦାନ କରାଯିବ।	[735, 337, 917, 521]
jhagadamali-box	[6, 295, 347, 835]
column-2	[374, 295, 542, 2305]
classifieds-header	[6, 950, 414, 1021]
player-photo	[735, 182, 871, 292]
notice-text: କ୍ଲାସିଫାଏଡରେ ପ୍ରକାଶିତ କେତେକ ବିଜ୍ଞାପନକୁ ଭିତ୍ତିକରି କିଛି ପାଠକ ଠକାମିର ଶିକାର ହେଉଥିବା ଆମର ଦୃଷ୍ଟିଗୋଚର ହେଉଛି। ବିଜ୍ଞାପନ ଦେଉଥିବା ସଂସ୍ଥାମାନଙ୍କ ସହ କାରବାର କରିବା ପୂର୍ବରୁ ସବିଶେଷ ତଥ୍ୟ ଓ ନିଜର ବିବେକ ଖଟାଇ କାରବାର କରନ୍ତୁ। ଏଥିପାଇଁ ଧରିତ୍ରୀ କର୍ତ୍ତୃପକ୍ଷ ଦାୟୀ ରହିବେ ନାହିଁ।	[198, 2099, 352, 2310]
ad-text: Bhubaneswar infocity-2 200' road side near NH-5 gharabari plot sqft. 1450/- Bank finance ଥାଇ ମିଳୁଛି। 7978230118, 9237480561, 8260722312.	[12, 1686, 168, 1863]
classified-ad	[190, 1906, 360, 2052]
separator	[1242, 953, 1472, 955]
name-field[interactable]: ନାମ: ...................................	[14, 193, 174, 207]
separator	[1242, 1513, 1472, 1515]
classifieds-title: classifieds	[6, 951, 291, 1020]
zodiac-icon: ♊	[1133, 547, 1191, 605]
classifieds-right-col	[190, 1030, 360, 2323]
zodiac-badge	[1122, 1187, 1202, 1283]
quote-text: ଜମ୍ମୁ-କଶ୍ମୀରରେ ପ୍ରଥମେ ନିର୍ବାଚନ ମଣ୍ଡଳୀ ସୀମା ପୁନଃନିର୍ଦ୍ଧାରଣ ଓ ନିର୍ବାଚନ ପରେ ରାଜ୍ୟ ମାନ୍ୟତା ପ୍ରଦାନ ନିଷ୍ପତ୍ତି ଠିକ୍ ନୁହେଁ।	[113, 847, 366, 897]
zodiac-name: ଧନୁ	[1122, 1187, 1202, 1213]
zodiac-sign	[1122, 403, 1472, 499]
zodiac-text: ପ୍ରତ୍ୟେକ କ୍ଷେତ୍ରରେ ଚିନ୍ତାକୁ ଗୁରୁତ୍ୱ ନଦେଇ କାର୍ଯ୍ୟ କରନ୍ତୁ। ବ୍ୟବସାୟରେ ଲାଭ ହେବ। ପରିବାରରେ ଶାନ୍ତି ରହିବ।	[1210, 1301, 1438, 1354]
